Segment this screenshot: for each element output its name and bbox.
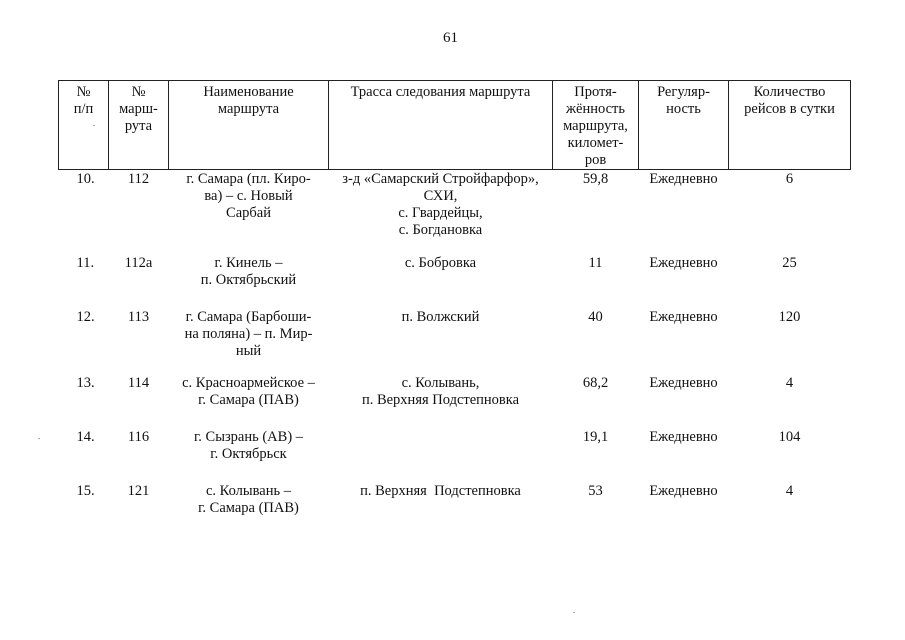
header-line: № <box>76 84 91 100</box>
route-length: 53 <box>588 483 603 499</box>
route-number: 112 <box>127 171 150 187</box>
route-regularity: Ежедневно <box>649 255 718 271</box>
scan-speck <box>38 438 40 439</box>
header-route-num <box>109 81 169 170</box>
row-number: 13. <box>76 375 95 391</box>
table-row <box>59 482 851 523</box>
header-line: ность <box>666 101 701 117</box>
route-path <box>329 308 553 374</box>
row-number: 12. <box>76 309 95 325</box>
route-name-line: г. Сызрань (АВ) – <box>193 429 304 445</box>
header-line: рута <box>124 118 153 134</box>
route-name <box>169 374 329 428</box>
route-regularity: Ежедневно <box>649 375 718 391</box>
table-header-row <box>59 81 851 170</box>
page-number: 61 <box>443 30 458 46</box>
route-trips: 120 <box>778 309 801 325</box>
header-line: километ- <box>567 135 624 151</box>
header-line: марш- <box>119 101 158 117</box>
route-name-line: г. Самара (ПАВ) <box>198 500 299 516</box>
header-num-pp <box>59 81 109 170</box>
header-route-path <box>329 81 553 170</box>
header-line: Количество <box>753 84 826 100</box>
header-line: № <box>131 84 146 100</box>
route-name-line: с. Колывань – <box>205 483 291 499</box>
route-name-line: с. Красноармейское – <box>182 375 315 391</box>
table-row <box>59 170 851 255</box>
route-name <box>169 308 329 374</box>
route-name-line: г. Кинель – <box>214 255 283 271</box>
route-trips: 4 <box>785 483 794 499</box>
route-length: 40 <box>588 309 603 325</box>
scan-speck <box>573 612 575 613</box>
routes-table <box>58 80 851 523</box>
route-length: 59,8 <box>582 171 609 187</box>
route-name-line: на поляна) – п. Мир- <box>184 326 313 342</box>
route-regularity: Ежедневно <box>649 429 718 445</box>
route-name-line: г. Самара (пл. Киро- <box>186 171 311 187</box>
route-name <box>169 428 329 482</box>
route-name-line: Сарбай <box>226 205 271 221</box>
header-line: маршрута <box>217 101 280 117</box>
route-trips: 6 <box>785 171 794 187</box>
route-path-line: п. Верхняя Подстепновка <box>360 483 521 499</box>
route-path-line: п. Волжский <box>401 309 480 325</box>
header-line: Наименование <box>203 84 294 100</box>
route-number: 114 <box>127 375 150 391</box>
route-number: 112а <box>124 255 153 271</box>
header-line: маршрута, <box>563 118 628 134</box>
row-number: 14. <box>76 429 95 445</box>
route-path <box>329 482 553 523</box>
route-name-line: п. Октябрьский <box>200 272 297 288</box>
route-length: 68,2 <box>582 375 609 391</box>
route-path-line: с. Колывань, <box>401 375 480 391</box>
header-trips <box>729 81 851 170</box>
route-regularity: Ежедневно <box>649 483 718 499</box>
route-name-line: ва) – с. Новый <box>204 188 293 204</box>
table-row <box>59 308 851 374</box>
route-trips: 25 <box>782 255 797 271</box>
route-number: 113 <box>127 309 150 325</box>
header-route-name <box>169 81 329 170</box>
route-name <box>169 254 329 308</box>
route-name-line: г. Самара (ПАВ) <box>198 392 299 408</box>
table-row <box>59 428 851 482</box>
header-length <box>553 81 639 170</box>
route-path-line: СХИ, <box>423 188 458 204</box>
header-line: рейсов в сутки <box>744 101 835 117</box>
route-path-line: с. Бобровка <box>404 255 477 271</box>
route-path-line: с. Богдановка <box>398 222 483 238</box>
route-length: 11 <box>588 255 603 271</box>
route-path-line: з-д «Самарский Стройфарфор», <box>342 171 539 187</box>
route-number: 121 <box>127 483 150 499</box>
route-name-line: г. Самара (Барбоши- <box>185 309 312 325</box>
route-length: 19,1 <box>582 429 609 445</box>
header-line: Регуляр- <box>657 84 710 100</box>
route-path-line: с. Гвардейцы, <box>398 205 483 221</box>
header-regularity <box>639 81 729 170</box>
route-path <box>329 374 553 428</box>
header-line: Протя- <box>574 84 617 100</box>
table-row <box>59 254 851 308</box>
header-line: Трасса следования маршрута <box>350 84 531 100</box>
route-regularity: Ежедневно <box>649 171 718 187</box>
route-name-line: ный <box>235 343 262 359</box>
route-regularity: Ежедневно <box>649 309 718 325</box>
route-path <box>329 254 553 308</box>
route-trips: 104 <box>778 429 801 445</box>
header-line: жённость <box>566 101 625 117</box>
table-row <box>59 374 851 428</box>
route-path-line: п. Верхняя Подстепновка <box>361 392 520 408</box>
route-name-line: г. Октябрьск <box>210 446 287 462</box>
route-name <box>169 482 329 523</box>
scan-speck <box>93 125 95 126</box>
header-line: ров <box>584 152 607 168</box>
row-number: 15. <box>76 483 95 499</box>
route-trips: 4 <box>785 375 794 391</box>
route-path <box>329 170 553 255</box>
route-number: 116 <box>127 429 150 445</box>
row-number: 10. <box>76 171 95 187</box>
route-name <box>169 170 329 255</box>
row-number: 11. <box>76 255 95 271</box>
header-line: п/п <box>73 101 94 117</box>
route-path <box>329 428 553 482</box>
